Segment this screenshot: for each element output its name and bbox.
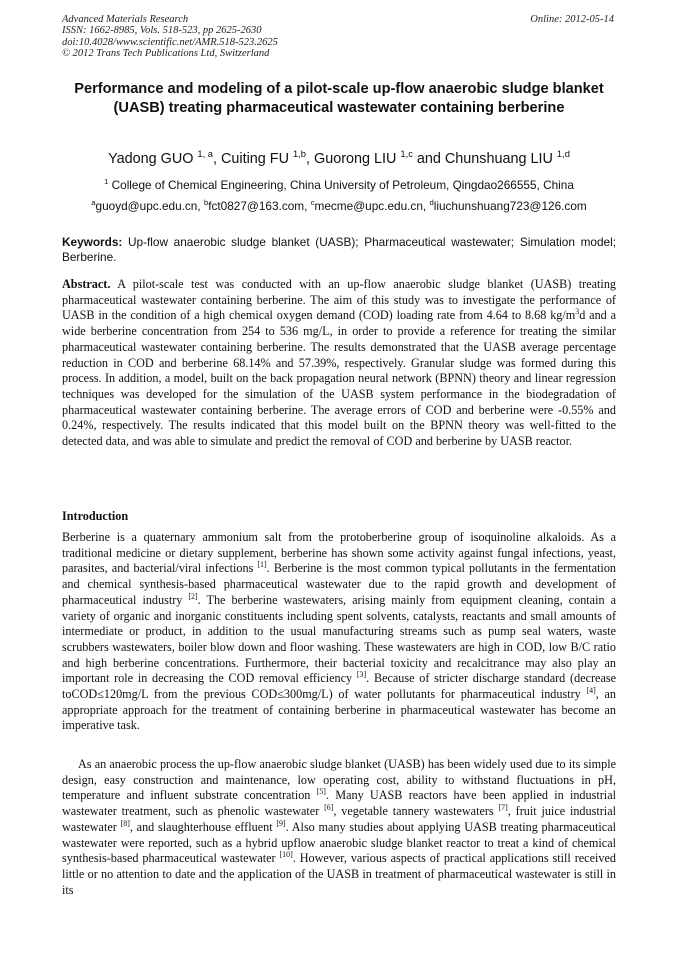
copyright-line: © 2012 Trans Tech Publications Ltd, Switzerland bbox=[62, 47, 270, 59]
journal-header bbox=[62, 14, 278, 59]
author-name: Chunshuang LIU bbox=[444, 151, 553, 167]
email-marker: b bbox=[203, 198, 209, 208]
journal-name: Advanced Materials Research bbox=[62, 14, 189, 25]
paragraph-text: . Berberine is the most common typical pollutants in the fermentation and chemical synthesis-based pharmaceutical wastewater due to the rapid growth and development of pharmaceutical industry bbox=[62, 561, 617, 607]
citation[interactable]: [6] bbox=[324, 803, 334, 813]
paragraph-text: , and slaughterhouse effluent bbox=[129, 819, 277, 834]
email-link[interactable]: guoyd@upc.edu.cn bbox=[95, 199, 198, 213]
paragraph-text: , fruit juice industrial wastewater bbox=[62, 804, 616, 834]
affiliation-marker: 1 bbox=[104, 177, 109, 187]
email-list: $^a$guoyd@upc.edu.cn, $^b$fct0827@163.com, $^c$mecme@upc.edu.cn, $^d$liuchunshuang723@126.com bbox=[91, 198, 587, 213]
doi-line: doi:10.4028/www.scientific.net/AMR.518-523.2625 bbox=[62, 36, 278, 48]
citation[interactable]: [4] bbox=[586, 685, 596, 695]
email-marker: a bbox=[91, 198, 96, 208]
abstract bbox=[62, 277, 616, 450]
citation[interactable]: [7] bbox=[498, 803, 508, 813]
keywords bbox=[62, 235, 616, 265]
section-heading-introduction: Introduction bbox=[62, 509, 129, 523]
abstract-label: Abstract. bbox=[62, 277, 111, 291]
citation[interactable]: [5] bbox=[316, 787, 326, 797]
author-affil: 1,b bbox=[293, 149, 306, 160]
keywords-label: Keywords: bbox=[62, 235, 123, 249]
author-affil: 1,d bbox=[556, 149, 570, 160]
keywords-text: Up-flow anaerobic sludge blanket (UASB); Pharmaceutical wastewater; Simulation model; Berberine. bbox=[62, 235, 616, 264]
email-link[interactable]: fct0827@163.com bbox=[208, 199, 305, 213]
email-marker: d bbox=[429, 198, 434, 208]
paragraph-text: . Many UASB reactors have been applied in industrial wastewater treatment, such as phenolic wastewater bbox=[62, 788, 616, 819]
citation[interactable]: [8] bbox=[120, 818, 130, 828]
paragraph-text: Berberine is a quaternary ammonium salt from the protoberberine group of isoquinoline alkaloids. As a traditional medicine or dietary supplement, berberine has shown some activity against fungal infections, yeast, parasites, and bacterial/viral infections bbox=[62, 530, 616, 576]
paragraph-text: , an appropriate approach for the treatment of containing berberine in pharmaceutical wastewater has become an imperative task. bbox=[62, 687, 616, 733]
issn-line: ISSN: 1662-8985, Vols. 518-523, pp 2625-2630 bbox=[62, 25, 262, 37]
citation[interactable]: [10] bbox=[279, 850, 293, 860]
paragraph-text: . Also many studies about applying UASB treating pharmaceutical wastewater were reported, such as a hybrid upflow anaerobic sludge blanket reactor to treat a kind of chemical synthesis-based pharmaceutical wastewater bbox=[62, 819, 616, 866]
paragraph-text: , vegetable tannery wastewaters bbox=[333, 804, 499, 819]
abstract-text: A pilot-scale test was conducted with an up-flow anaerobic sludge blanket (UASB) treating pharmaceutical wastewater containing berberine. The aim of this study was to investigate the performance of UASB in the condition of a high chemical oxygen demand (COD) loading rate from 4.64 to 8.68 kg/m bbox=[62, 277, 617, 323]
citation[interactable]: [1] bbox=[257, 560, 267, 570]
email-marker: c bbox=[310, 198, 315, 208]
paragraph-text: . However, various aspects of practical applications still received little or no attention to date and the application of the UASB in treatment of pharmaceutical wastewater is still in its bbox=[62, 851, 616, 897]
online-date: Online: 2012-05-14 bbox=[530, 14, 614, 25]
abstract-text: d and a wide berberine concentration from 254 to 536 mg/L, in order to provide a reference for treating the similar pharmaceutical wastewater containing berberine. The results demonstrated that the UASB average percentage reduction in COD and berberine 68.14% and 57.39%, respectively. Granular sludge was formed during this process. In addition, a model, built on the back propagation neural network (BPNN) theory and linear regression techniques was developed for the simulation of the UASB system performance in the biodegradation of pharmaceutical wastewater containing berberine. The average errors of COD and berberine were -0.55% and 0.24%, respectively. The results indicated that this model built on the BPNN theory was well-fitted to the detected data, and was able to simulate and predict the removal of COD and berberine by UASB reactor. bbox=[62, 308, 616, 449]
email-link[interactable]: mecme@upc.edu.cn bbox=[314, 199, 423, 213]
intro-paragraph-1 bbox=[62, 530, 616, 734]
author-affil: 1,c bbox=[400, 149, 413, 160]
author-name: Yadong GUO bbox=[108, 151, 194, 167]
author-name: Cuiting FU bbox=[221, 151, 289, 167]
author-affil: 1, a bbox=[197, 149, 214, 160]
citation[interactable]: [2] bbox=[188, 591, 198, 601]
author-name: Guorong LIU bbox=[314, 151, 397, 167]
paragraph-text: . Because of stricter discharge standard (decrease toCOD≤120mg/L from the previous COD≤300mg/L) of water pollutants for pharmaceutical industry bbox=[62, 671, 617, 702]
citation[interactable]: [3] bbox=[356, 670, 367, 680]
paragraph-text: As an anaerobic process the up-flow anaerobic sludge blanket (UASB) has been widely used due to its simple design, easy construction and maintenance, low operating cost, ability to withstand fluctuations in pH, temperature and influent substrate concentration bbox=[62, 757, 616, 803]
author-list: Yadong GUO $^{1, a}$, Cuiting FU $^{1,b}$, Guorong LIU $^{1,c}$ and Chunshuang LIU $^{1,d}$ bbox=[108, 149, 570, 167]
affiliation-text: College of Chemical Engineering, China University of Petroleum, Qingdao266555, China bbox=[111, 178, 574, 192]
intro-paragraph-2 bbox=[62, 757, 616, 898]
paper-title: Performance and modeling of a pilot-scale up-flow anaerobic sludge blanket (UASB) treating pharmaceutical wastewater containing berberine bbox=[74, 81, 604, 116]
affiliation bbox=[62, 178, 616, 192]
email-link[interactable]: liuchunshuang723@126.com bbox=[433, 199, 587, 213]
paragraph-text: . The berberine wastewaters, arising mainly from equipment cleaning, contain a variety of organic and inorganic constituents including spent solvents, catalysts, reactants and small amounts of intermediate or product, in addition to the usual manufacturing streams such as pump seal waters, waste scrubbers wastewaters, boiler blow down and floor washing. These wastewaters are high in COD, low B/C ratio and high berberine concentrations. Furthermore, their bacterial toxicity and recalcitrance may also play an important role in decreasing the COD removal efficiency bbox=[62, 592, 616, 686]
unit-exponent: 3 bbox=[575, 307, 580, 317]
citation[interactable]: [9] bbox=[276, 818, 286, 828]
